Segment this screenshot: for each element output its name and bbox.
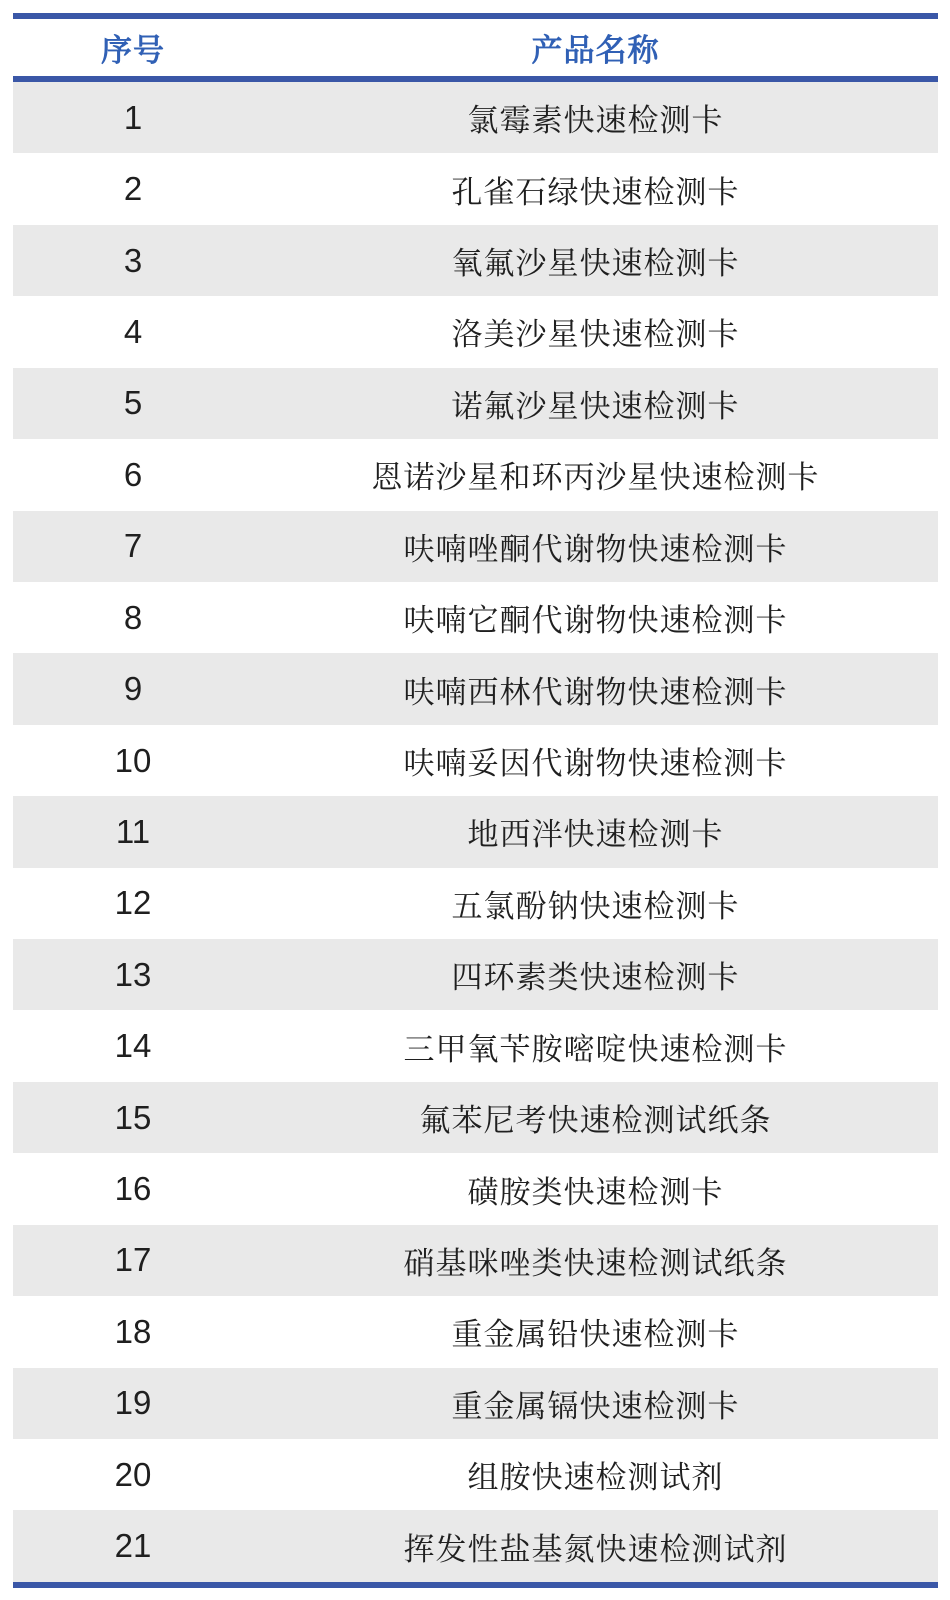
row-product-name: 呋喃妥因代谢物快速检测卡 xyxy=(403,746,788,781)
row-product-name: 氟苯尼考快速检测试纸条 xyxy=(419,1103,772,1139)
table-row xyxy=(13,1010,938,1081)
row-product-name: 呋喃唑酮代谢物快速检测卡 xyxy=(403,531,788,567)
table-row xyxy=(13,511,938,582)
row-index: 4 xyxy=(123,312,143,350)
table-body xyxy=(13,82,938,1582)
row-product-name: 氯霉素快速检测卡 xyxy=(467,103,724,139)
table-row xyxy=(13,1296,938,1367)
product-table xyxy=(13,13,938,1588)
row-product-name: 五氯酚钠快速检测卡 xyxy=(451,888,740,924)
row-product-name: 洛美沙星快速检测卡 xyxy=(451,317,740,353)
row-index: 14 xyxy=(114,1027,152,1065)
row-index: 9 xyxy=(123,670,143,708)
row-index: 5 xyxy=(123,384,143,422)
bottom-rule xyxy=(13,1582,938,1588)
row-index: 18 xyxy=(114,1312,152,1350)
row-index: 11 xyxy=(115,812,151,850)
table-row xyxy=(13,582,938,653)
row-index: 1 xyxy=(123,98,143,136)
row-index: 17 xyxy=(114,1241,152,1279)
row-product-name: 重金属镉快速检测卡 xyxy=(451,1388,740,1424)
row-product-name: 组胺快速检测试剂 xyxy=(467,1460,724,1496)
row-product-name: 恩诺沙星和环丙沙星快速检测卡 xyxy=(371,460,820,496)
row-product-name: 孔雀石绿快速检测卡 xyxy=(451,174,740,210)
row-product-name: 四环素类快速检测卡 xyxy=(451,960,740,996)
table-row xyxy=(13,1153,938,1224)
row-index: 19 xyxy=(114,1384,152,1422)
row-index: 2 xyxy=(123,170,143,208)
column-header-index: 序号 xyxy=(101,33,165,68)
table-row xyxy=(13,939,938,1010)
row-index: 3 xyxy=(123,241,143,279)
row-index: 7 xyxy=(123,527,143,565)
table-row xyxy=(13,1082,938,1153)
row-product-name: 呋喃它酮代谢物快速检测卡 xyxy=(403,603,788,639)
row-product-name: 地西泮快速检测卡 xyxy=(467,817,724,853)
row-product-name: 挥发性盐基氮快速检测试剂 xyxy=(403,1531,788,1567)
row-index: 16 xyxy=(114,1170,152,1208)
row-index: 20 xyxy=(114,1455,152,1493)
table-row xyxy=(13,1225,938,1296)
row-product-name: 重金属铅快速检测卡 xyxy=(451,1317,740,1353)
table-row xyxy=(13,1439,938,1510)
row-index: 12 xyxy=(114,884,152,922)
table-row xyxy=(13,653,938,724)
row-index: 10 xyxy=(114,741,152,779)
table-row xyxy=(13,153,938,224)
row-index: 15 xyxy=(114,1098,152,1136)
table-row xyxy=(13,225,938,296)
row-index: 21 xyxy=(114,1527,152,1565)
table-row xyxy=(13,1368,938,1439)
table-row xyxy=(13,725,938,796)
table-row xyxy=(13,439,938,510)
table-row xyxy=(13,296,938,367)
row-product-name: 氧氟沙星快速检测卡 xyxy=(451,246,740,282)
row-product-name: 磺胺类快速检测卡 xyxy=(467,1174,724,1210)
table-row xyxy=(13,868,938,939)
row-product-name: 呋喃西林代谢物快速检测卡 xyxy=(403,674,788,710)
table-row xyxy=(13,368,938,439)
row-product-name: 三甲氧苄胺嘧啶快速检测卡 xyxy=(403,1031,788,1067)
table-row xyxy=(13,1510,938,1581)
table-header xyxy=(13,19,938,76)
table-row xyxy=(13,796,938,867)
row-product-name: 诺氟沙星快速检测卡 xyxy=(451,388,740,424)
row-index: 6 xyxy=(123,455,143,493)
column-header-product-name: 产品名称 xyxy=(531,33,660,68)
table-row xyxy=(13,82,938,153)
row-product-name: 硝基咪唑类快速检测试纸条 xyxy=(403,1245,788,1281)
row-index: 13 xyxy=(114,955,152,993)
row-index: 8 xyxy=(123,598,143,636)
